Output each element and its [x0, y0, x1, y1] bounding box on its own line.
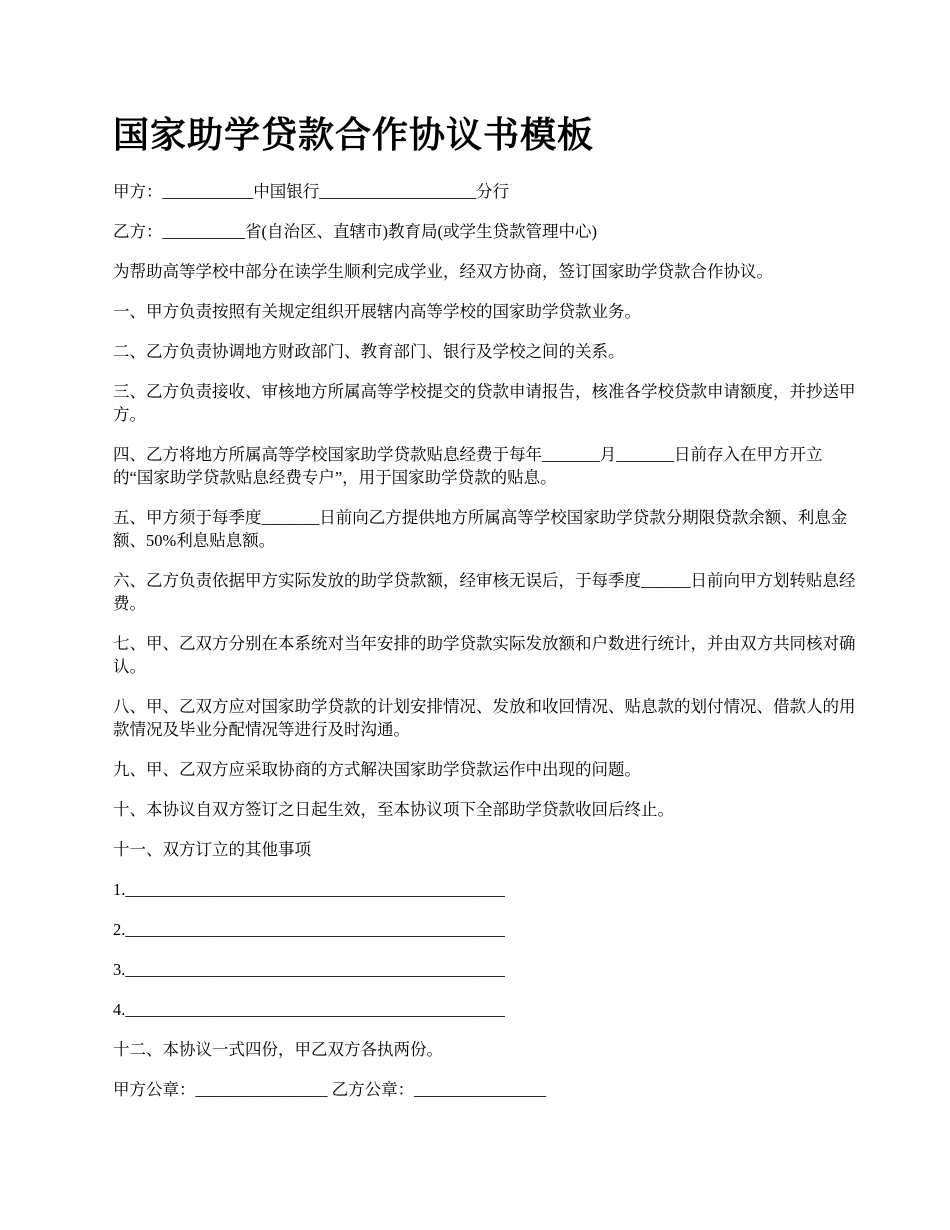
clause-12: 十二、本协议一式四份，甲乙双方各执两份。 [113, 1040, 443, 1059]
clause-5: 五、甲方须于每季度_______日前向乙方提供地方所属高等学校国家助学贷款分期限贷款余额、利息金额、50%利息贴息额。 [113, 508, 848, 550]
document-title: 国家助学贷款合作协议书模板 [113, 115, 595, 156]
clause-3: 三、乙方负责接收、审核地方所属高等学校提交的贷款申请报告，核准各学校贷款申请额度，并抄送甲方。 [113, 382, 856, 424]
clause-9: 九、甲、乙双方应采取协商的方式解决国家助学贷款运作中出现的问题。 [113, 760, 641, 779]
other-item-3: 3.______________________________________________ [113, 960, 505, 979]
clause-4: 四、乙方将地方所属高等学校国家助学贷款贴息经费于每年_______月_______日前存入在甲方开立的“国家助学贷款贴息经费专户”，用于国家助学贷款的贴息。 [113, 445, 823, 487]
clause-8: 八、甲、乙双方应对国家助学贷款的计划安排情况、发放和收回情况、贴息款的划付情况、借款人的用款情况及毕业分配情况等进行及时沟通。 [113, 697, 856, 739]
clause-7: 七、甲、乙双方分别在本系统对当年安排的助学贷款实际发放额和户数进行统计，并由双方共同核对确认。 [113, 634, 856, 676]
signature-line: 甲方公章：________________ 乙方公章：________________ [113, 1080, 547, 1099]
clause-11-heading: 十一、双方订立的其他事项 [113, 840, 311, 859]
party-a-line: 甲方：___________中国银行___________________分行 [113, 182, 509, 201]
document-page [113, 110, 858, 1118]
clause-6: 六、乙方负责依据甲方实际发放的助学贷款额，经审核无误后，于每季度______日前向甲方划转贴息经费。 [113, 571, 856, 613]
clause-2: 二、乙方负责协调地方财政部门、教育部门、银行及学校之间的关系。 [113, 342, 625, 361]
party-b-line: 乙方：__________省(自治区、直辖市)教育局(或学生贷款管理中心) [113, 222, 597, 241]
other-item-4: 4.______________________________________________ [113, 1000, 505, 1019]
clause-10: 十、本协议自双方签订之日起生效，至本协议项下全部助学贷款收回后终止。 [113, 800, 674, 819]
clause-1: 一、甲方负责按照有关规定组织开展辖内高等学校的国家助学贷款业务。 [113, 302, 641, 321]
other-item-2: 2.______________________________________________ [113, 920, 505, 939]
other-item-1: 1.______________________________________________ [113, 880, 505, 899]
preamble: 为帮助高等学校中部分在读学生顺利完成学业，经双方协商，签订国家助学贷款合作协议。 [113, 262, 773, 281]
